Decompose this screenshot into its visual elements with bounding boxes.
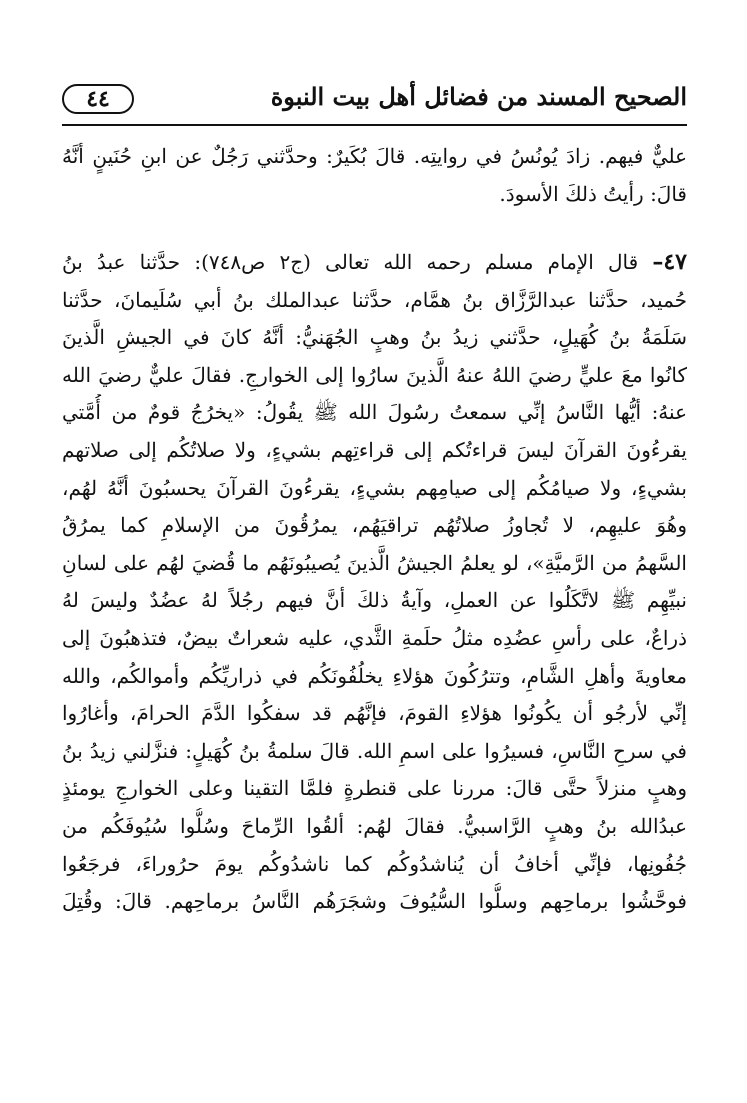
text-line: عليٌّ فيهم. زادَ يُونُسُ في روايتِه. قالَ بُكَيرٌ: وحدَّثني رَجُلٌ عن ابنِ حُنَينٍ أنَّهُ [62, 144, 687, 168]
page-header [62, 78, 687, 122]
text-line: حُميد، حدَّثنا عبدالرَّزَّاق بنُ همَّام، حدَّثنا عبدالملك بنُ أبي سُلَيمانَ، حدَّثنا [62, 287, 687, 312]
intro-paragraph [62, 138, 687, 213]
text-line: وهُوَ عليهِم، لا تُجاوزُ صلاتُهُم تراقيَهُم، يمرُقُونَ من الإسلامِ كما يمرُقُ [62, 513, 687, 538]
text-line: عبدُالله بنُ وهبٍ الرَّاسبيُّ. فقالَ لهُم: ألقُوا الرِّماحَ وسُلُّوا سُيُوفَكُم من [62, 813, 687, 838]
hadith-first-line [62, 244, 687, 282]
text-line [62, 958, 687, 996]
page-number-badge [62, 84, 134, 114]
text-line: نبيِّهِم ﷺ لاتَّكَلُوا عن العملِ، وآيةُ ذلكَ أنَّ فيهم رجُلاً لهُ عضُدٌ وليسَ لهُ [62, 588, 687, 613]
text-line: السَّهمُ من الرَّميَّةِ»، لو يعلمُ الجيشُ الَّذينَ يُصيبُونَهُم ما قُضيَ لهُم على لسانِ [62, 550, 687, 575]
hadith-first-line-text: قال الإمام مسلم رحمه الله تعالى (ج٢ ص٧٤٨): حدَّثنا عبدُ بنُ [62, 250, 639, 274]
text-line: في سرحِ النَّاسِ، فسيرُوا على اسمِ الله. قالَ سلمةُ بنُ كُهَيلٍ: فنزَّلني زيدُ بنُ [62, 738, 687, 763]
text-line: قالَ: رأيتُ ذلكَ الأسودَ. [499, 181, 687, 206]
hadith-paragraph [62, 244, 687, 996]
text-line: إنِّي لأرجُو أن يكُونُوا هؤلاءِ القومَ، فإنَّهُم قد سفكُوا الدَّمَ الحرامَ، وأغارُوا [62, 701, 687, 726]
text-line: سَلَمَةُ بنُ كُهَيلٍ، حدَّثني زيدُ بنُ وهبٍ الجُهَنيُّ: أنَّهُ كانَ في الجيشِ الَّذينَ [62, 325, 687, 350]
text-line: فوحَّشُوا برماحِهم وسلُّوا السُّيُوفَ وشجَرَهُم النَّاسُ برماحِهم. قالَ: وقُتِلَ [62, 889, 687, 914]
text-line: وهبٍ منزلاً حتَّى قالَ: مررنا على قنطرةٍ فلمَّا التقينا وعلى الخوارجِ يومئذٍ [62, 776, 687, 801]
text-line: بشيءٍ، ولا صيامُكُم إلى صيامِهم بشيءٍ، يقرءُونَ القرآنَ يحسبُونَ أنَّهُ لهُم، [62, 475, 687, 500]
header-divider [62, 124, 687, 126]
text-line: كانُوا معَ عليٍّ رضيَ اللهُ عنهُ الَّذينَ سارُوا إلى الخوارجِ. فقالَ عليٌّ رضيَ الله [62, 362, 687, 387]
text-line: عنهُ: أيُّها النَّاسُ إنِّي سمعتُ رسُولَ الله ﷺ يقُولُ: «يخرُجُ قومٌ من أُمَّتي [62, 400, 687, 425]
text-line: ذراعٌ، على رأسِ عضُدِه مثلُ حلَمةِ الثَّدي، عليه شعراتٌ بيضٌ، فتذهبُونَ إلى [62, 625, 687, 650]
book-title: الصحيح المسند من فضائل أهل بيت النبوة [270, 82, 687, 111]
text-line: معاويةَ وأهلِ الشَّامِ، وتترُكُونَ هؤلاءِ يخلُفُونَكُم في ذراريِّكُم وأموالكُم، والله [62, 663, 687, 688]
hadith-number: ٤٧– [652, 249, 687, 275]
text-line: يقرءُونَ القرآنَ ليسَ قراءتُكم إلى قراءتِهم بشيءٍ، ولا صلاتُكُم إلى صلاتهم [62, 437, 687, 462]
text-line: جُفُونِها، فإنِّي أخافُ أن يُناشدُوكُم كما ناشدُوكُم يومَ حرُوراءَ، فرجَعُوا [62, 851, 687, 876]
page-number: ٤٤ [86, 86, 110, 112]
text-line [62, 921, 687, 959]
